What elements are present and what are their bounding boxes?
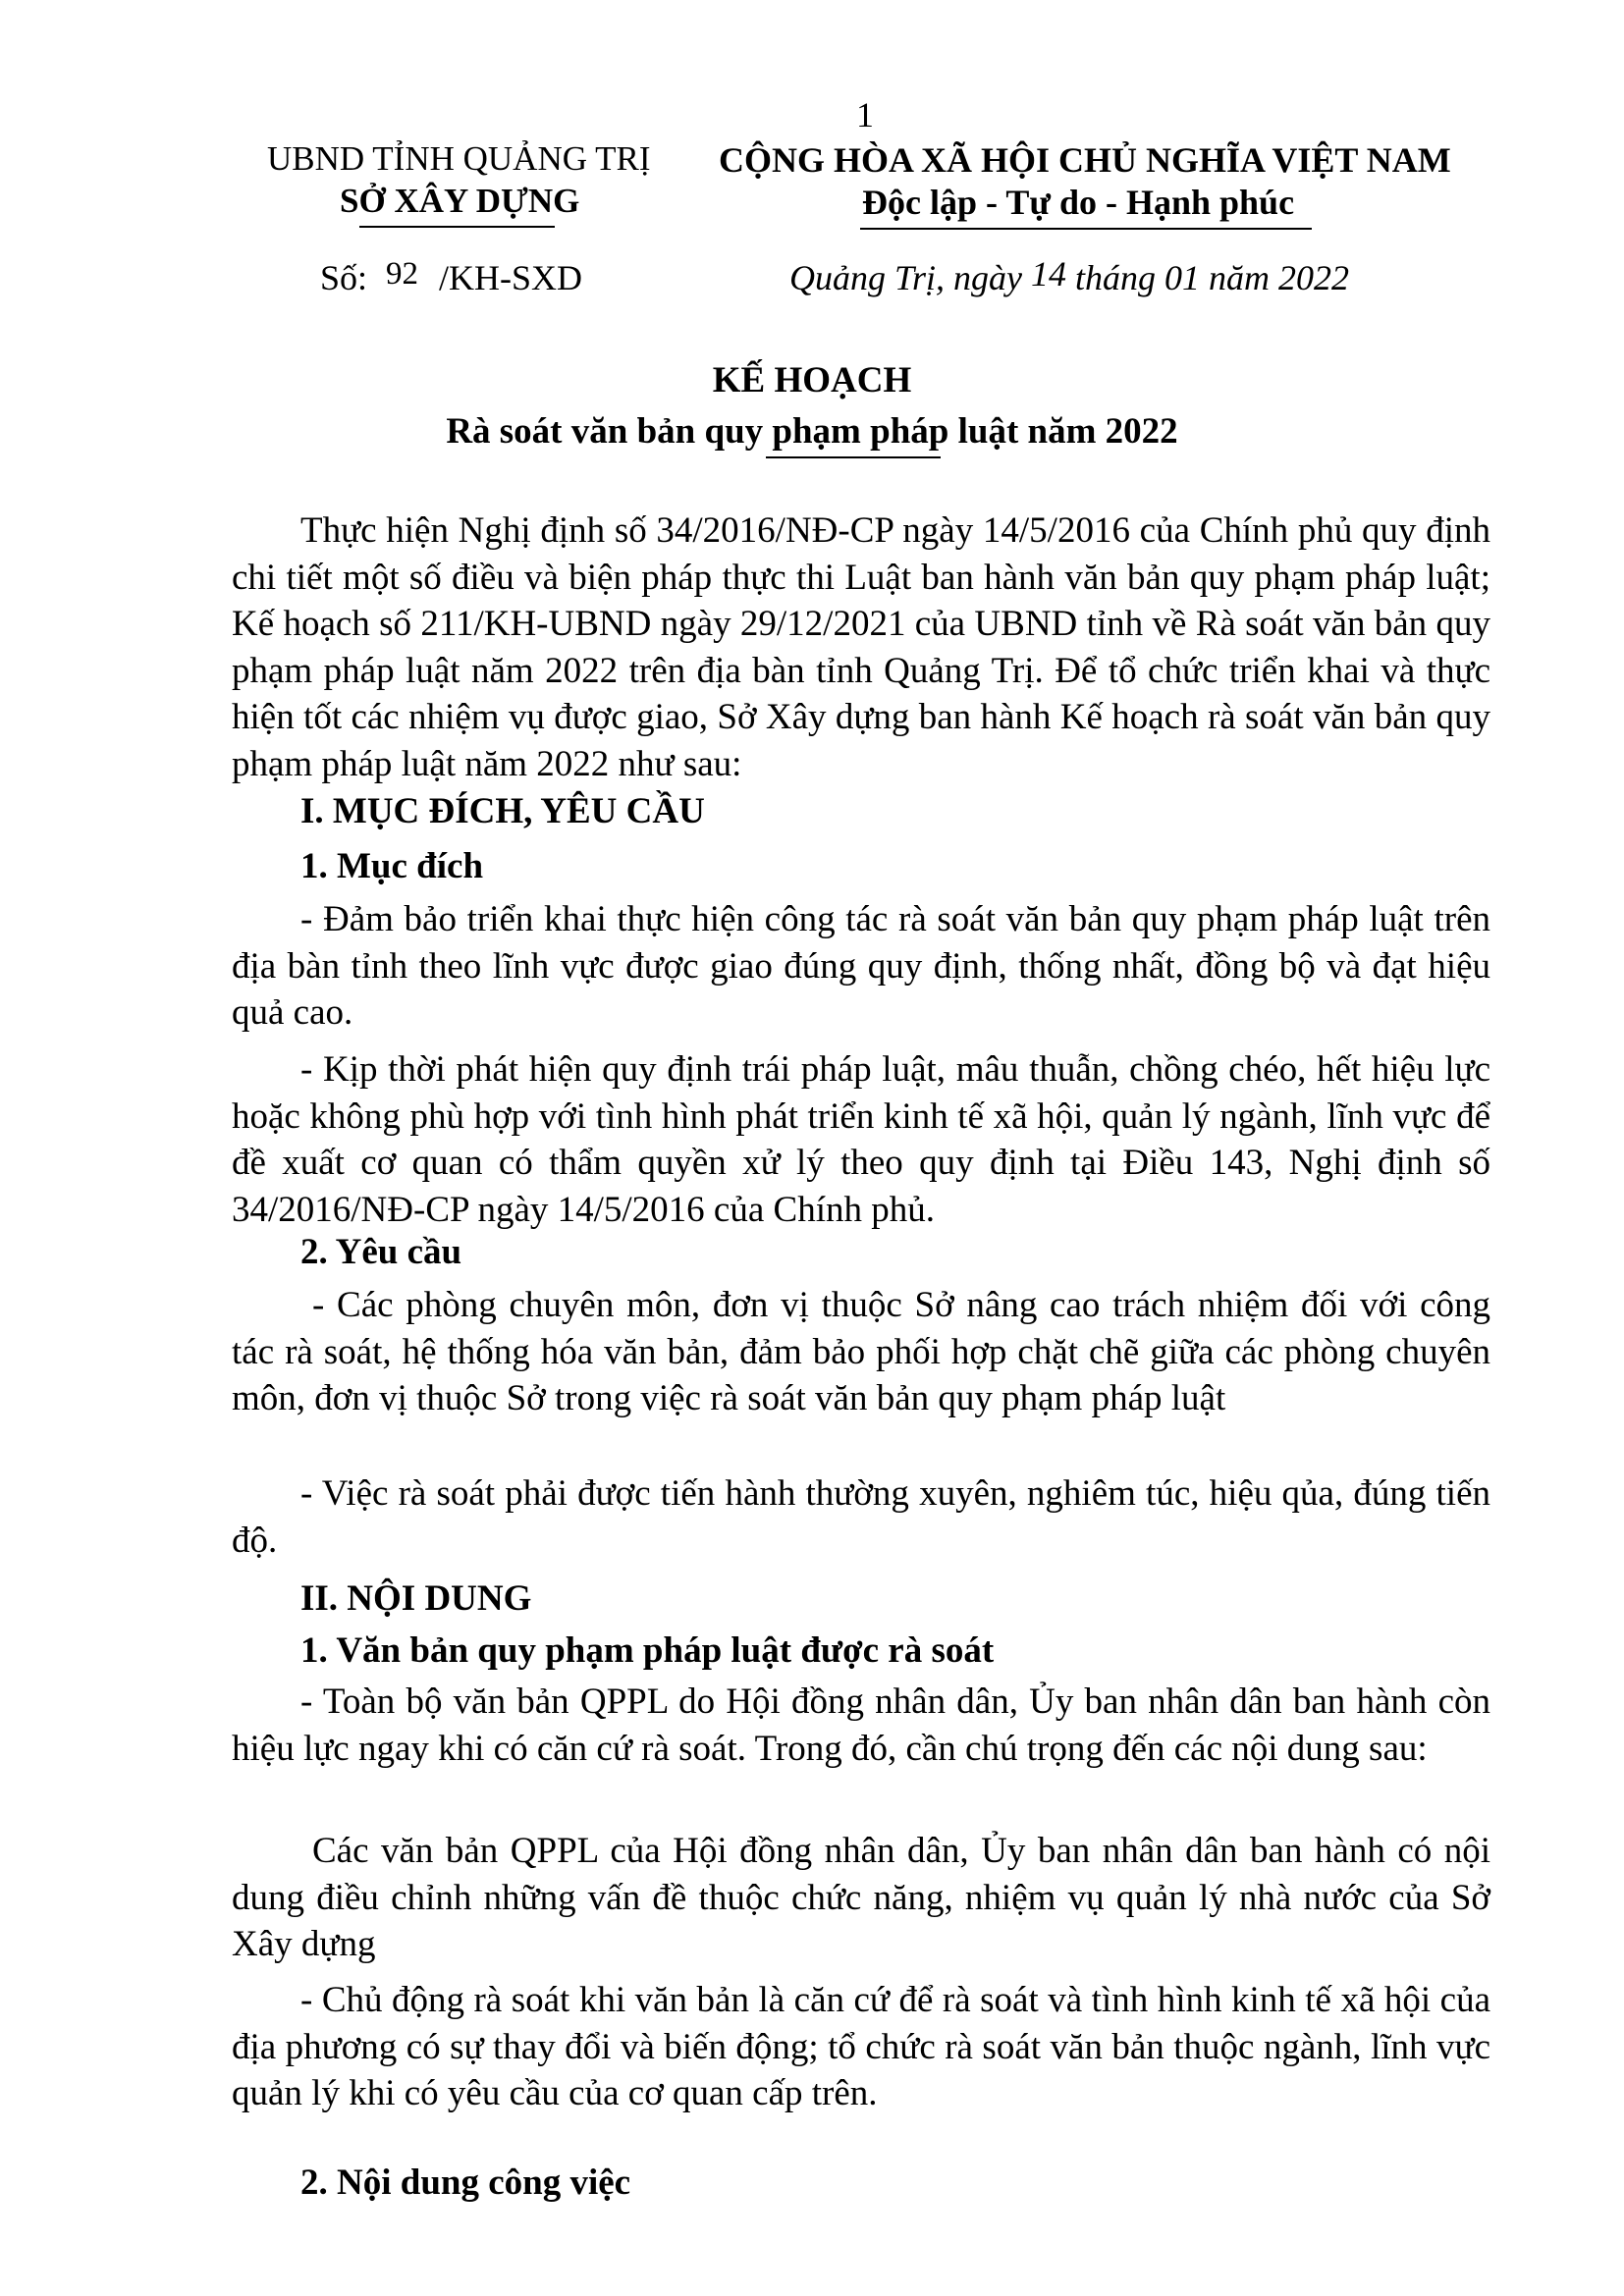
section-2-2-heading: 2. Nội dung công việc [300,2163,631,2203]
section-2-1-paragraph-1: - Toàn bộ văn bản QPPL do Hội đồng nhân dân, Ủy ban nhân dân ban hành còn hiệu lực ngay khi có căn cứ rà soát. Trong đó, cần chú trọng đến các nội dung sau: [232,1682,1490,1769]
subtitle-underline [766,456,941,458]
section-1-2-heading: 2. Yêu cầu [300,1232,462,1272]
section-1-1-heading: 1. Mục đích [300,846,484,886]
date-day: 14 [1031,254,1067,294]
intro-paragraph: Thực hiện Nghị định số 34/2016/NĐ-CP ngày 14/5/2016 của Chính phủ quy định chi tiết một số điều và biện pháp thực thi Luật ban hành văn bản quy phạm pháp luật; Kế hoạch số 211/KH-UBND ngày 29/12/2021 của UBND tỉnh về Rà soát văn bản quy phạm pháp luật năm 2022 trên địa bàn tỉnh Quảng Trị. Để tổ chức triển khai và thực hiện tốt các nhiệm vụ được giao, Sở Xây dựng ban hành Kế hoạch rà soát văn bản quy phạm pháp luật năm 2022 như sau: [232,510,1490,784]
document-subtitle: Rà soát văn bản quy phạm pháp luật năm 2022 [446,411,1178,452]
section-1-heading: I. MỤC ĐÍCH, YÊU CẦU [300,791,705,831]
section-2-1-paragraph-3: - Chủ động rà soát khi văn bản là căn cứ để rà soát và tình hình kinh tế xã hội của địa phương có sự thay đổi và biến động; tổ chức rà soát văn bản thuộc ngành, lĩnh vực quản lý khi có yêu cầu của cơ quan cấp trên. [232,1980,1490,2113]
place-date [789,254,1350,298]
section-2-heading: II. NỘI DUNG [300,1578,532,1619]
agency-name: SỞ XÂY DỰNG [340,182,580,220]
document-number-label: Số: [320,258,368,297]
country-name: CỘNG HÒA XÃ HỘI CHỦ NGHĨA VIỆT NAM [719,140,1451,180]
motto-underline [860,228,1312,230]
date-prefix: Quảng Trị, ngày [789,258,1023,297]
date-suffix: tháng 01 năm 2022 [1075,258,1350,297]
section-1-2-paragraph-1: - Các phòng chuyên môn, đơn vị thuộc Sở nâng cao trách nhiệm đối với công tác rà soát, hệ thống hóa văn bản, đảm bảo phối hợp chặt chẽ giữa các phòng chuyên môn, đơn vị thuộc Sở trong việc rà soát văn bản quy phạm pháp luật [232,1285,1490,1418]
agency-underline [359,226,555,228]
document-title: KẾ HOẠCH [712,360,912,400]
section-1-2-paragraph-2: - Việc rà soát phải được tiến hành thường xuyên, nghiêm túc, hiệu qủa, đúng tiến độ. [232,1473,1490,1561]
agency-parent: UBND TỈNH QUẢNG TRỊ [267,139,651,178]
document-number-value: 92 [386,256,419,292]
section-1-1-paragraph-1: - Đảm bảo triển khai thực hiện công tác rà soát văn bản quy phạm pháp luật trên địa bàn tỉnh theo lĩnh vực được giao đúng quy định, thống nhất, đồng bộ và đạt hiệu quả cao. [232,899,1490,1033]
national-motto: Độc lập - Tự do - Hạnh phúc [862,183,1295,222]
section-1-1-paragraph-2: - Kịp thời phát hiện quy định trái pháp luật, mâu thuẫn, chồng chéo, hết hiệu lực hoặc không phù hợp với tình hình phát triển kinh tế xã hội, quản lý ngành, lĩnh vực để đề xuất cơ quan có thẩm quyền xử lý theo quy định tại Điều 143, Nghị định số 34/2016/NĐ-CP ngày 14/5/2016 của Chính phủ. [232,1049,1490,1230]
section-2-1-heading: 1. Văn bản quy phạm pháp luật được rà soát [300,1630,995,1671]
section-2-1-paragraph-2: Các văn bản QPPL của Hội đồng nhân dân, Ủy ban nhân dân ban hành có nội dung điều chỉnh những vấn đề thuộc chức năng, nhiệm vụ quản lý nhà nước của Sở Xây dựng [232,1831,1490,1964]
document-number-suffix: /KH-SXD [439,258,583,297]
page-number: 1 [856,95,874,134]
document-number [320,257,582,298]
